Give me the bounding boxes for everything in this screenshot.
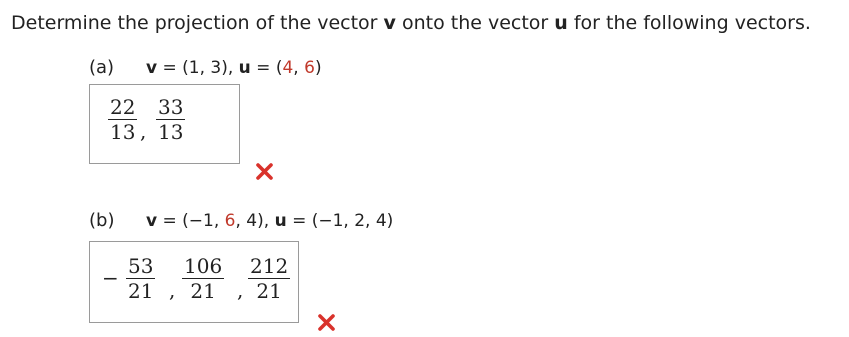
separator-comma: , [169,278,176,302]
part-a-answer-box[interactable] [89,84,240,164]
separator-comma: , [140,119,147,143]
part-b-fraction-2: 106 21 [184,254,223,303]
question-prompt: Determine the projection of the vector v onto the vector u for the following vectors. [11,12,811,34]
x-mark-icon [256,163,273,180]
part-b-fraction-3: 212 21 [250,254,289,303]
vector-v-symbol: v [383,12,396,34]
part-b-answer-box[interactable] [89,241,299,323]
separator-comma: , [237,278,244,302]
vector-u-symbol: u [554,12,568,34]
part-b-vectors: v = (−1, 6, 4), u = (−1, 2, 4) [146,211,394,231]
part-a-fraction-1: 22 13 [110,95,136,144]
x-mark-icon [318,314,335,331]
part-a-vectors: v = (1, 3), u = (4, 6) [146,58,322,78]
part-a-fraction-2: 33 13 [158,95,184,144]
part-b-label: (b) [89,210,115,231]
part-b-fraction-1: 53 21 [128,254,154,303]
negative-sign: − [102,266,119,290]
part-a-label: (a) [89,57,115,78]
